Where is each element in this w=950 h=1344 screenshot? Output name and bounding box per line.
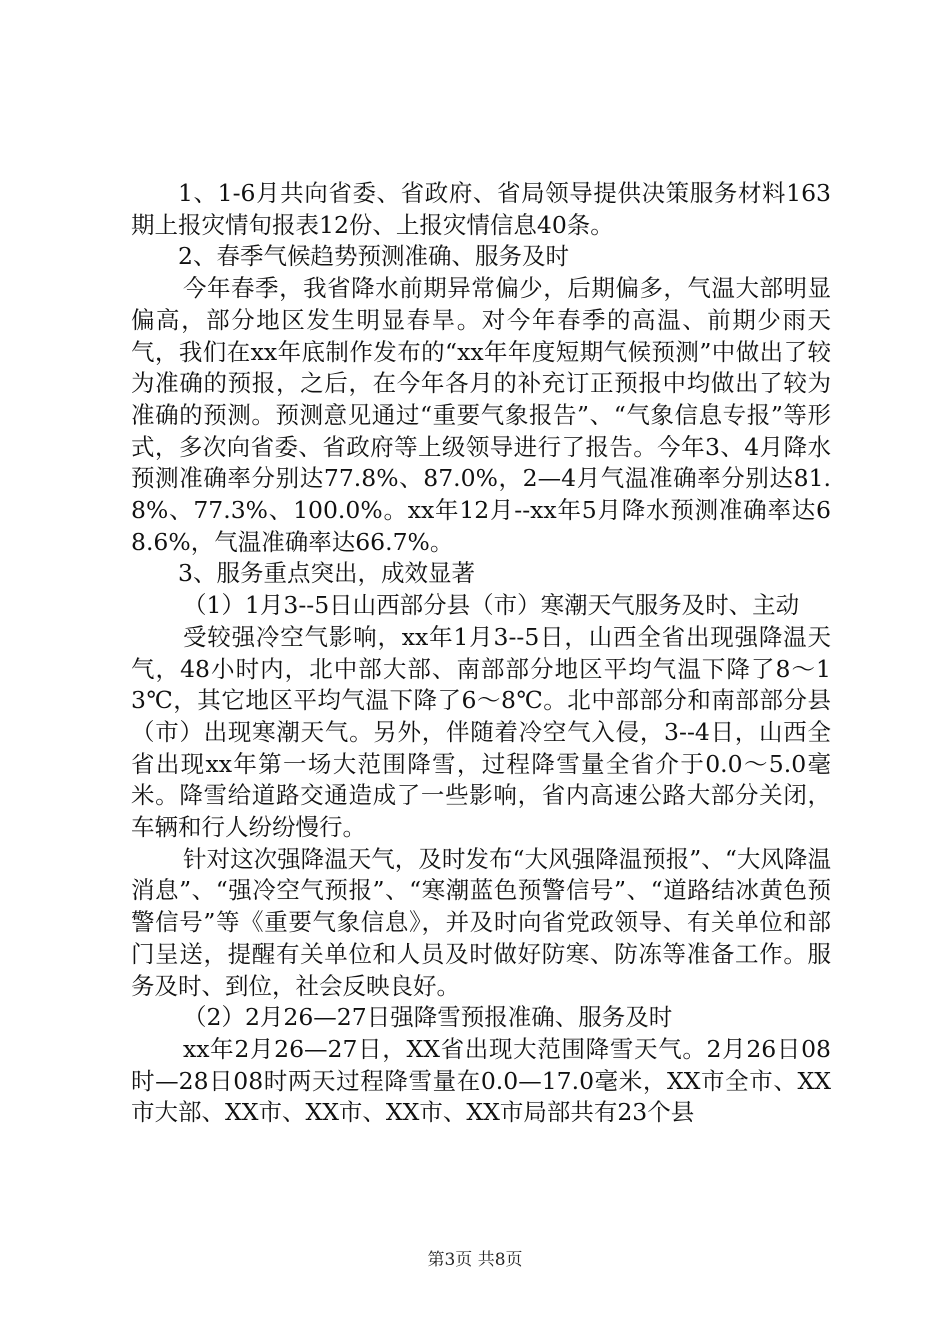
subheading-2: （2）2月26—27日强降雪预报准确、服务及时 <box>183 1003 673 1032</box>
paragraph-3: 今年春季，我省降水前期异常偏少，后期偏多，气温大部明显偏高，部分地区发生明显春旱。对今年春季的高温、前期少雨天气，我们在xx年底制作发布的“xx年年度短期气候预测”中做出了较为准确的预报，之后，在今年各月的补充订正预报中均做出了较为准确的预测。预测意见通过“重要气象报告”、“气象信息专报”等形式，多次向省委、省政府等上级领导进行了报告。今年3、4月降水预测准确率分别达77.8%、87.0%，2—4月气温准确率分别达81.8%、77.3%、100.0%。xx年12月--xx年5月降水预测准确率达68.6%，气温准确率达66.7%。 <box>131 274 831 556</box>
page-footer: 第3页 共8页 <box>427 1250 523 1270</box>
heading-2: 2、春季气候趋势预测准确、服务及时 <box>178 242 569 271</box>
subheading-1: （1）1月3--5日山西部分县（市）寒潮天气服务及时、主动 <box>183 591 800 620</box>
paragraph-6: 针对这次强降温天气，及时发布“大风强降温预报”、“大风降温消息”、“强冷空气预报”、“寒潮蓝色预警信号”、“道路结冰黄色预警信号”等《重要气象信息》，并及时向省党政领导、有关单位和部门呈送，提醒有关单位和人员及时做好防寒、防冻等准备工作。服务及时、到位，社会反映良好。 <box>131 844 831 1000</box>
document-body <box>131 178 831 1129</box>
heading-3: 3、服务重点突出，成效显著 <box>178 559 475 588</box>
paragraph-1: 1、1-6月共向省委、省政府、省局领导提供决策服务材料163期上报灾情旬报表12份、上报灾情信息40条。 <box>131 179 831 239</box>
paragraph-8: xx年2月26—27日，XX省出现大范围降雪天气。2月26日08时—28日08时两天过程降雪量在0.0—17.0毫米，XX市全市、XX市大部、XX市、XX市、XX市、XX市局部共有23个县 <box>131 1034 831 1127</box>
paragraph-5: 受较强冷空气影响，xx年1月3--5日，山西全省出现强降温天气，48小时内，北中部大部、南部部分地区平均气温下降了8～13℃，其它地区平均气温下降了6～8℃。北中部部分和南部部分县（市）出现寒潮天气。另外，伴随着冷空气入侵，3--4日，山西全省出现xx年第一场大范围降雪，过程降雪量全省介于0.0～5.0毫米。降雪给道路交通造成了一些影响，省内高速公路大部分关闭，车辆和行人纷纷慢行。 <box>131 622 831 842</box>
